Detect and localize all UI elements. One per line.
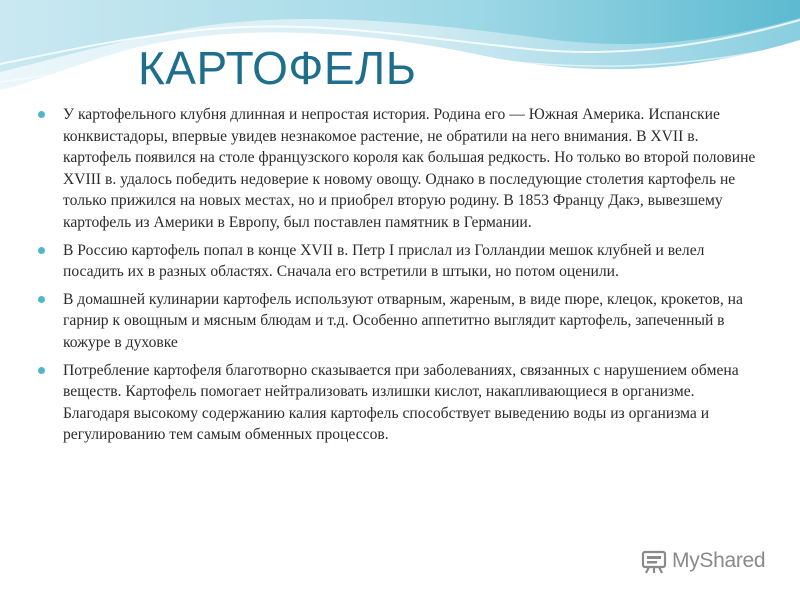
bullet-item — [36, 240, 756, 283]
bullet-text: У картофельного клубня длинная и непростая история. Родина его — Южная Америка. Испанские конквистадоры, впервые увидев незнакомое растение, не обратили на него внимания. В XVII в. картофель появился на столе французского короля как большая редкость. Но только во второй половине XVIII в. удалось победить недоверие к новому овощу. Однако в последующие столетия картофель не только прижился на новых местах, но и приобрел вторую родину. В 1853 Францу Дакэ, вывезшему картофель из Америки в Европу, был поставлен памятник в Германии. — [63, 106, 756, 231]
slide-title: КАРТОФЕЛЬ — [138, 42, 417, 94]
bullet-dot-icon — [38, 111, 45, 118]
bullet-item — [36, 360, 756, 446]
bullet-item — [36, 104, 756, 234]
myshared-watermark[interactable] — [640, 546, 765, 576]
bullet-list — [36, 104, 756, 452]
bullet-dot-icon — [38, 296, 45, 303]
bullet-text: В Россию картофель попал в конце XVII в. Петр I прислал из Голландии мешок клубней и велел посадить их в разных областях. Сначала его встретили в штыки, но потом оценили. — [63, 241, 705, 281]
bullet-item — [36, 289, 756, 354]
myshared-logo-icon — [640, 547, 668, 575]
bullet-text: Потребление картофеля благотворно сказывается при заболеваниях, связанных с нарушением обмена веществ. Картофель помогает нейтрализовать излишки кислот, накапливающиеся в организме. Благодаря высокому содержанию калия картофель способствует выведению воды из организма и регулированию тем самым обменных процессов. — [63, 361, 739, 444]
bullet-dot-icon — [38, 367, 45, 374]
bullet-text: В домашней кулинарии картофель используют отварным, жареным, в виде пюре, клецок, крокетов, на гарнир к овощным и мясным блюдам и т.д. Особенно аппетитно выглядит картофель, запеченный в кожуре в духовке — [63, 290, 743, 351]
bullet-dot-icon — [38, 247, 45, 254]
myshared-logo-text: MyShared — [672, 549, 766, 572]
